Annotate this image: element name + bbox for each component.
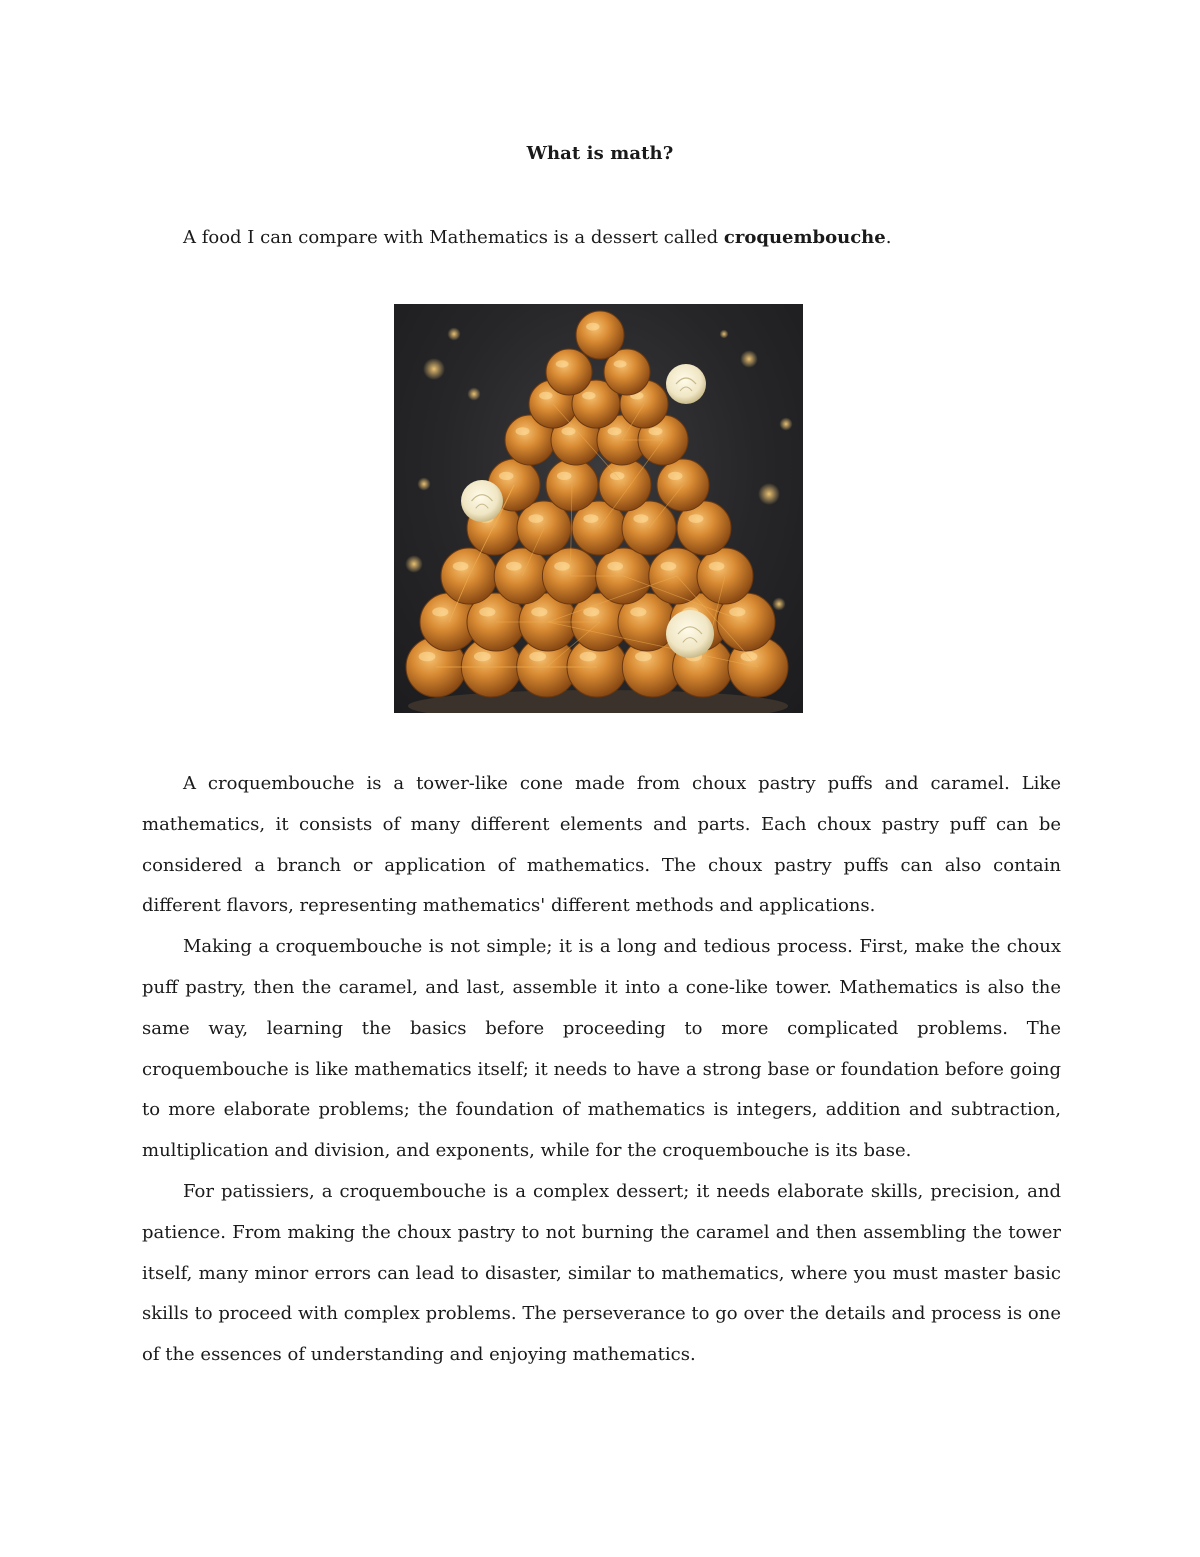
puff-highlight: [582, 392, 595, 400]
puff-highlight: [649, 427, 663, 435]
puff-highlight: [516, 427, 530, 435]
paragraph-1: A croquembouche is a tower-like cone made from choux pastry puffs and caramel. Like mathematics, it consists of many different elements and parts. Each choux pastry puff can be considered a branch or application of mathematics. The choux pastry puffs can also contain different flavors, representing mathematics' different methods and applications.: [142, 773, 1061, 917]
puff-highlight: [539, 392, 552, 400]
puff-highlight: [614, 360, 627, 367]
cream-flower: [666, 364, 706, 404]
bokeh-light: [423, 358, 445, 380]
puff-highlight: [608, 427, 622, 435]
bokeh-light: [417, 477, 430, 490]
puff-highlight: [729, 607, 745, 616]
puff-highlight: [556, 360, 569, 367]
bokeh-light: [779, 417, 792, 430]
puff-highlight: [432, 607, 448, 616]
puff-highlight: [668, 472, 683, 480]
choux-puff: [576, 311, 624, 359]
paragraph-2: Making a croquembouche is not simple; it is a long and tedious process. First, make the choux puff pastry, then the caramel, and last, assemble it into a cone-like tower. Mathematics is also the same way, learning the basics before proceeding to more complicated problems. The croquembouche is like mathematics itself; it needs to have a strong base or foundation before going to more elaborate problems; the foundation of mathematics is integers, addition and subtraction, multiplication and division, and exponents, while for the croquembouche is its base.: [142, 936, 1061, 1162]
intro-prefix: A food I can compare with Mathematics is a dessert called: [183, 227, 724, 248]
bokeh-light: [447, 327, 460, 340]
choux-puff: [546, 349, 592, 395]
cream-flower: [666, 610, 714, 658]
puff-highlight: [499, 472, 514, 480]
bokeh-light: [772, 597, 785, 610]
document-title: What is math?: [526, 143, 674, 164]
bokeh-light: [467, 387, 480, 400]
bokeh-light: [720, 330, 729, 339]
puff-highlight: [709, 562, 725, 571]
croquembouche-illustration: [394, 304, 803, 713]
body-text: [142, 764, 1061, 1376]
puff-highlight: [580, 652, 597, 662]
puff-highlight: [453, 562, 469, 571]
puff-highlight: [531, 607, 547, 616]
puff-highlight: [562, 427, 576, 435]
croquembouche-photo: [394, 304, 803, 713]
puff-highlight: [586, 323, 599, 331]
puff-highlight: [528, 514, 543, 523]
puff-highlight: [630, 607, 646, 616]
puff-highlight: [688, 514, 703, 523]
paragraph-3: For patissiers, a croquembouche is a complex dessert; it needs elaborate skills, precision, and patience. From making the choux pastry to not burning the caramel and then assembling the tower itself, many minor errors can lead to disaster, similar to mathematics, where you must master basic skills to proceed with complex problems. The perseverance to go over the details and process is one of the essences of understanding and enjoying mathematics.: [142, 1180, 1061, 1366]
bokeh-light: [758, 483, 780, 505]
cream-flower: [461, 480, 503, 522]
puff-highlight: [474, 652, 491, 662]
bokeh-light: [405, 555, 423, 573]
puff-highlight: [557, 472, 572, 480]
puff-highlight: [635, 652, 652, 662]
puff-highlight: [506, 562, 522, 571]
puff-highlight: [479, 607, 495, 616]
bokeh-light: [740, 350, 758, 368]
intro-suffix: .: [885, 227, 892, 248]
puff-highlight: [554, 562, 570, 571]
puff-highlight: [633, 514, 648, 523]
puff-highlight: [419, 652, 436, 662]
intro-emphasis: croquembouche: [723, 227, 886, 248]
intro-sentence: [183, 227, 891, 248]
puff-highlight: [529, 652, 546, 662]
puff-highlight: [583, 514, 598, 523]
puff-highlight: [661, 562, 677, 571]
puff-highlight: [607, 562, 623, 571]
